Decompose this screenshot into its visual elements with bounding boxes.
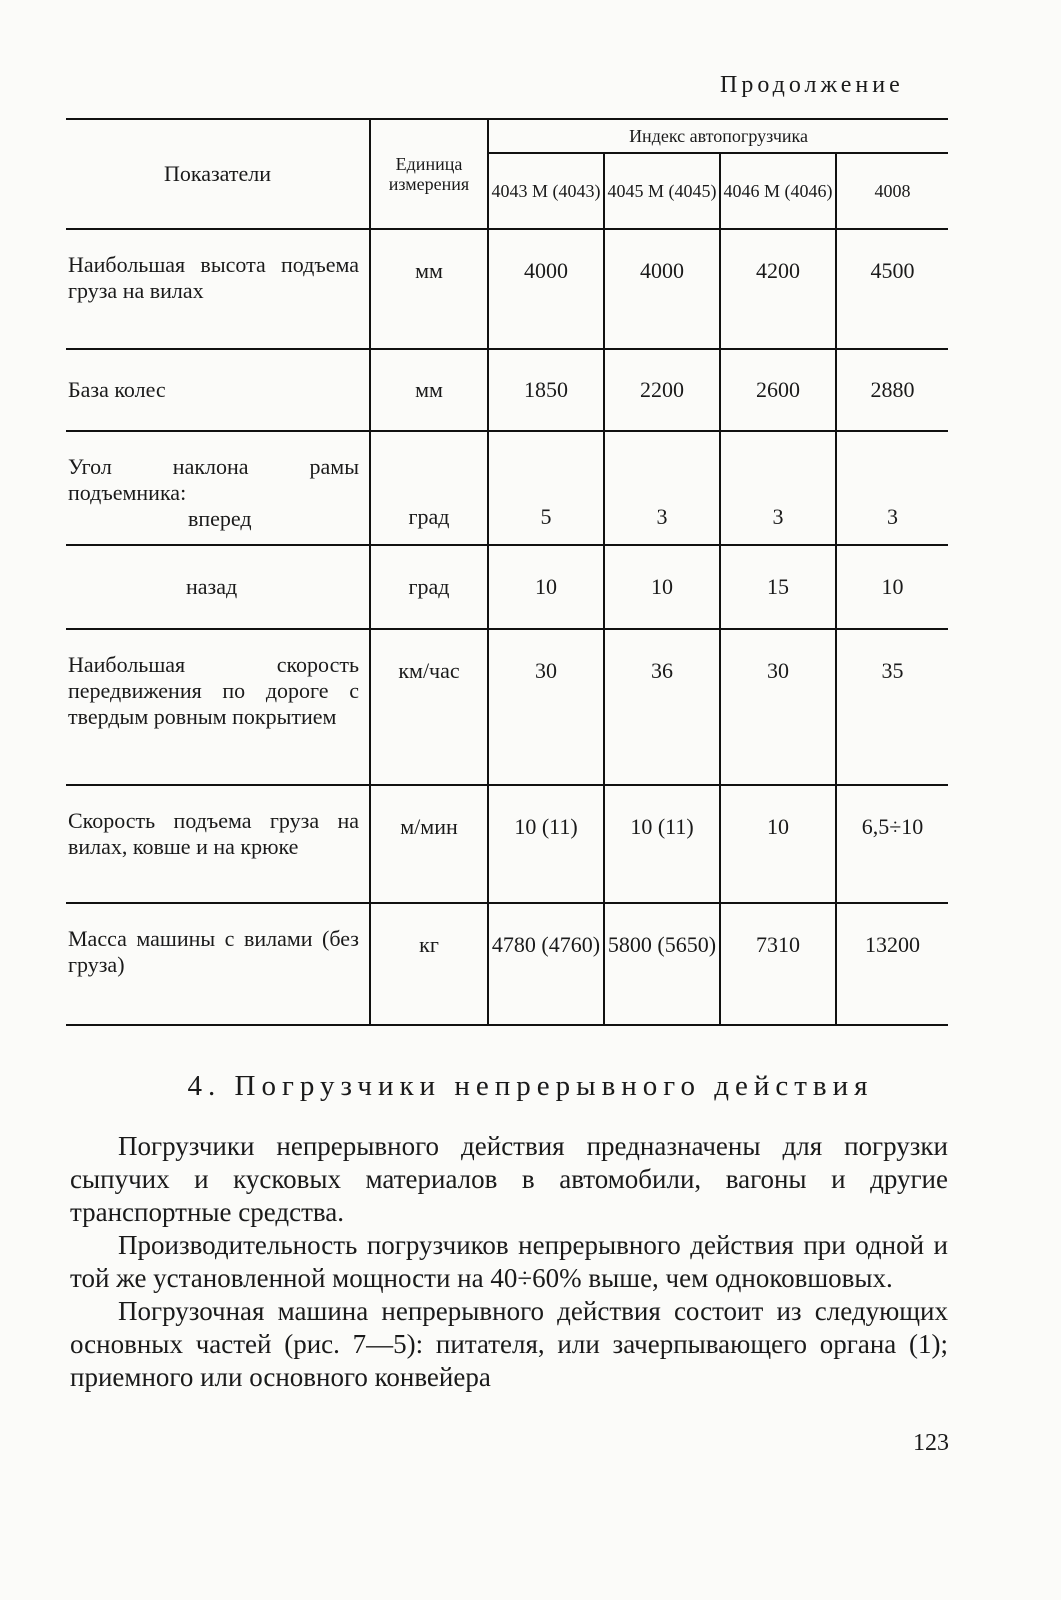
- row-unit: мм: [370, 229, 488, 349]
- row-unit: м/мин: [370, 785, 488, 903]
- row-value: 6,5÷10: [836, 785, 948, 903]
- row-label: [66, 431, 370, 545]
- row-unit: мм: [370, 349, 488, 431]
- row-value: 30: [488, 629, 604, 785]
- row-value: 1850: [488, 349, 604, 431]
- paragraph: Производительность погрузчиков непрерывного действия при одной и той же установленной мощности на 40÷60% выше, чем одноковшовых.: [70, 1230, 948, 1293]
- table-row: [66, 629, 948, 785]
- paragraph: Погрузочная машина непрерывного действия состоит из следующих основных частей (рис. 7—5): питателя, или зачерпывающего органа (1); приемного или основного конвейера: [70, 1296, 948, 1392]
- table-row: [66, 785, 948, 903]
- spec-table: [66, 118, 948, 1026]
- row-value: 4500: [836, 229, 948, 349]
- row-value: 4000: [604, 229, 720, 349]
- row-value: 5800 (5650): [604, 903, 720, 1025]
- row-label: Масса машины с вилами (без груза): [66, 903, 370, 1025]
- row-value: 2600: [720, 349, 836, 431]
- row-value: 3: [604, 431, 720, 545]
- row-value: 4200: [720, 229, 836, 349]
- table-header-row: [66, 119, 948, 153]
- row-value: 35: [836, 629, 948, 785]
- row-value: 10: [836, 545, 948, 629]
- row-value: 13200: [836, 903, 948, 1025]
- row-value: 10: [720, 785, 836, 903]
- header-model: 4008: [836, 153, 948, 229]
- row-label: Скорость подъема груза на вилах, ковше и на крюке: [66, 785, 370, 903]
- row-value: 10: [488, 545, 604, 629]
- table-row: [66, 349, 948, 431]
- row-value: 10: [604, 545, 720, 629]
- row-value: 3: [836, 431, 948, 545]
- row-value: 2880: [836, 349, 948, 431]
- table-row: [66, 431, 948, 545]
- header-model: 4046 М (4046): [720, 153, 836, 229]
- table-row: [66, 229, 948, 349]
- row-unit: град: [370, 431, 488, 545]
- row-unit: км/час: [370, 629, 488, 785]
- row-label: назад: [66, 545, 370, 629]
- row-unit: кг: [370, 903, 488, 1025]
- header-index-group: Индекс автопогрузчика: [488, 119, 948, 153]
- body-text: [70, 1130, 948, 1394]
- row-value: 15: [720, 545, 836, 629]
- section-title: 4. Погрузчики непрерывного действия: [187, 1070, 874, 1102]
- row-value: 7310: [720, 903, 836, 1025]
- header-unit: Единица измерения: [370, 119, 488, 229]
- page-number: 123: [913, 1430, 949, 1456]
- row-value: 10 (11): [488, 785, 604, 903]
- row-unit: град: [370, 545, 488, 629]
- continuation-label: Продолжение: [720, 72, 904, 98]
- row-label: База колес: [66, 349, 370, 431]
- row-value: 4780 (4760): [488, 903, 604, 1025]
- row-value: 3: [720, 431, 836, 545]
- header-indicator: Показатели: [66, 119, 370, 229]
- row-label: Наибольшая высота подъема груза на вилах: [66, 229, 370, 349]
- header-model: 4043 М (4043): [488, 153, 604, 229]
- header-model: 4045 М (4045): [604, 153, 720, 229]
- table-row: [66, 903, 948, 1025]
- row-value: 5: [488, 431, 604, 545]
- row-value: 2200: [604, 349, 720, 431]
- row-label-main: Угол наклона рамы подъемника:: [68, 454, 359, 505]
- row-value: 10 (11): [604, 785, 720, 903]
- table-row: [66, 545, 948, 629]
- row-label: Наибольшая скорость передвижения по дороге с твердым ровным покрытием: [66, 629, 370, 785]
- row-value: 36: [604, 629, 720, 785]
- paragraph: Погрузчики непрерывного действия предназначены для погрузки сыпучих и кусковых материалов в автомобили, вагоны и другие транспортные средства.: [70, 1131, 948, 1227]
- row-value: 4000: [488, 229, 604, 349]
- row-value: 30: [720, 629, 836, 785]
- row-label-sub: вперед: [188, 506, 252, 531]
